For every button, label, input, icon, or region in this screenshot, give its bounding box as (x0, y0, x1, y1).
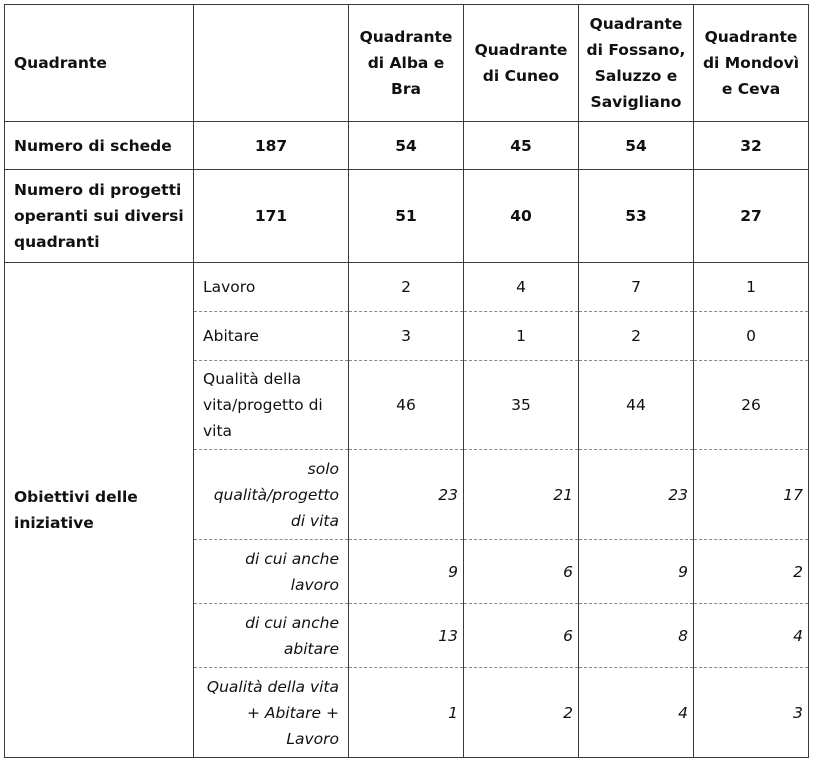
schede-fossano: 54 (579, 122, 694, 170)
cell-cuneo: 1 (464, 312, 579, 361)
schede-label: Numero di schede (5, 122, 194, 170)
schede-row (5, 122, 809, 170)
cell-cuneo: 4 (464, 263, 579, 312)
progetti-label: Numero di progetti operanti sui diversi quadranti (5, 170, 194, 263)
cell-cuneo: 35 (464, 361, 579, 450)
obiettivi-row-lavoro (5, 263, 809, 312)
row-label: Lavoro (194, 263, 349, 312)
cell-fossano: 7 (579, 263, 694, 312)
row-label: Qualità della vita/progetto di vita (194, 361, 349, 450)
cell-mondovi: 3 (694, 668, 809, 758)
header-alba-bra: Quadrante di Alba e Bra (349, 5, 464, 122)
row-label: solo qualità/progetto di vita (194, 450, 349, 540)
quadranti-table (4, 4, 809, 758)
cell-alba-bra: 1 (349, 668, 464, 758)
cell-alba-bra: 46 (349, 361, 464, 450)
progetti-fossano: 53 (579, 170, 694, 263)
cell-cuneo: 21 (464, 450, 579, 540)
cell-alba-bra: 13 (349, 604, 464, 668)
row-label: di cui anche abitare (194, 604, 349, 668)
row-label: Qualità della vita + Abitare + Lavoro (194, 668, 349, 758)
cell-mondovi: 0 (694, 312, 809, 361)
cell-fossano: 9 (579, 540, 694, 604)
header-mondovi: Quadrante di Mondovì e Ceva (694, 5, 809, 122)
progetti-cuneo: 40 (464, 170, 579, 263)
schede-cuneo: 45 (464, 122, 579, 170)
cell-fossano: 23 (579, 450, 694, 540)
progetti-row (5, 170, 809, 263)
cell-fossano: 4 (579, 668, 694, 758)
row-label: Abitare (194, 312, 349, 361)
progetti-mondovi: 27 (694, 170, 809, 263)
cell-alba-bra: 23 (349, 450, 464, 540)
obiettivi-label: Obiettivi delle iniziative (5, 263, 194, 758)
schede-total: 187 (194, 122, 349, 170)
schede-mondovi: 32 (694, 122, 809, 170)
cell-mondovi: 17 (694, 450, 809, 540)
cell-mondovi: 2 (694, 540, 809, 604)
cell-fossano: 8 (579, 604, 694, 668)
header-empty (194, 5, 349, 122)
cell-alba-bra: 2 (349, 263, 464, 312)
cell-fossano: 2 (579, 312, 694, 361)
schede-alba-bra: 54 (349, 122, 464, 170)
header-row (5, 5, 809, 122)
cell-mondovi: 4 (694, 604, 809, 668)
cell-mondovi: 1 (694, 263, 809, 312)
cell-cuneo: 2 (464, 668, 579, 758)
cell-cuneo: 6 (464, 604, 579, 668)
cell-alba-bra: 9 (349, 540, 464, 604)
cell-mondovi: 26 (694, 361, 809, 450)
header-cuneo: Quadrante di Cuneo (464, 5, 579, 122)
row-label: di cui anche lavoro (194, 540, 349, 604)
header-quadrante: Quadrante (5, 5, 194, 122)
header-fossano: Quadrante di Fossano, Saluzzo e Savigliano (579, 5, 694, 122)
progetti-alba-bra: 51 (349, 170, 464, 263)
cell-alba-bra: 3 (349, 312, 464, 361)
progetti-total: 171 (194, 170, 349, 263)
cell-cuneo: 6 (464, 540, 579, 604)
cell-fossano: 44 (579, 361, 694, 450)
